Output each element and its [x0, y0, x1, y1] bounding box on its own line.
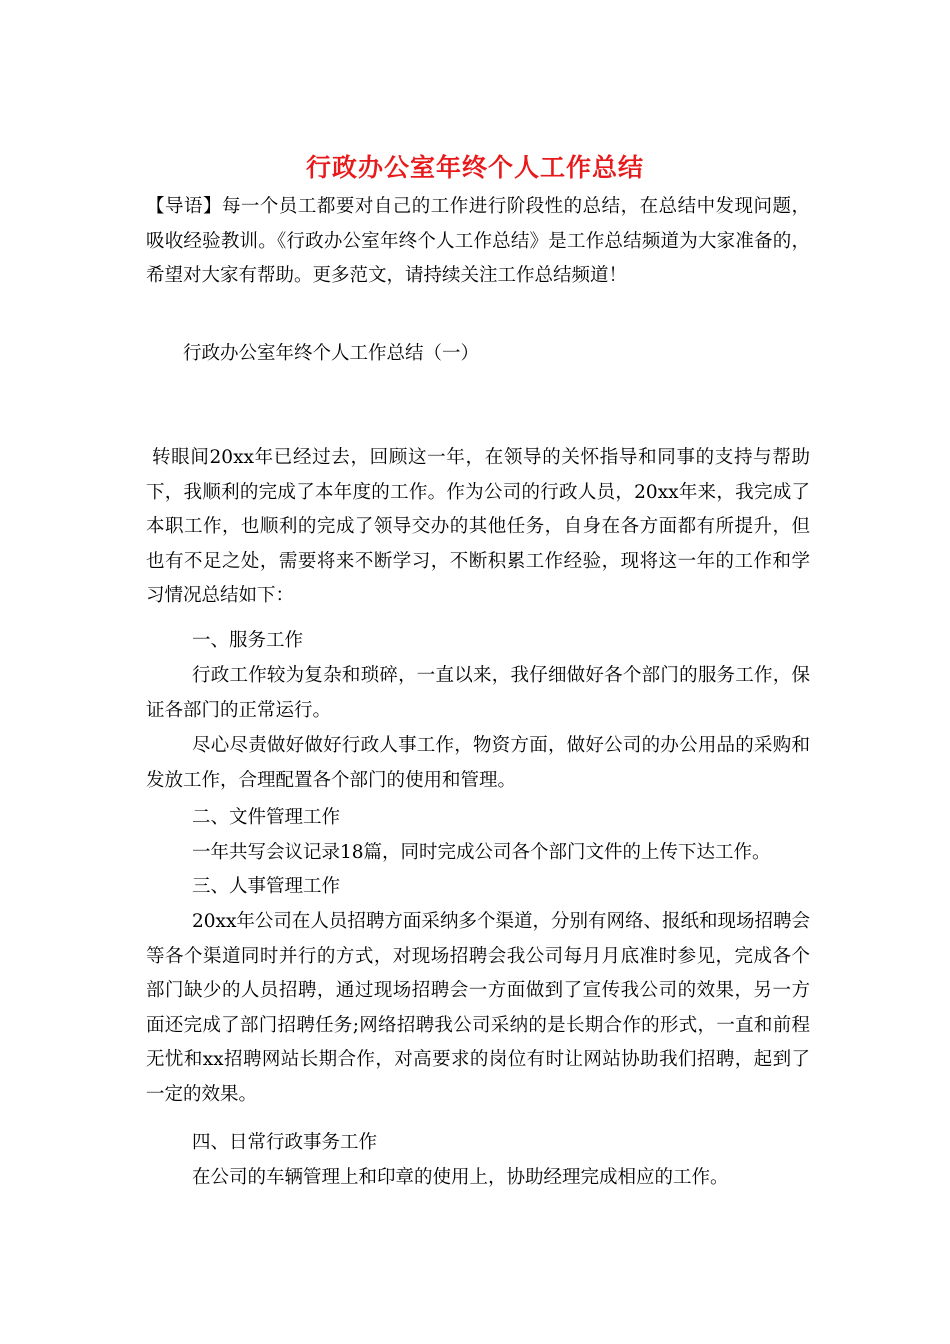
paragraph-service-2: 尽心尽责做好做好行政人事工作，物资方面，做好公司的办公用品的采购和发放工作，合理配置各个部门的使用和管理。 [146, 735, 810, 791]
paragraph-files-1: 一年共写会议记录18篇，同时完成公司各个部门文件的上传下达工作。 [192, 842, 771, 863]
paragraph-hr-1: 20xx年公司在人员招聘方面采纳多个渠道，分别有网络、报纸和现场招聘会等各个渠道同时并行的方式，对现场招聘会我公司每月月底准时参见，完成各个部门缺少的人员招聘，通过现场招聘会一方面做到了宣传我公司的效果，另一方面还完成了部门招聘任务;网络招聘我公司采纳的是长期合作的形式，一直和前程无忧和xx招聘网站长期合作，对高要求的岗位有时让网站协助我们招聘，起到了一定的效果。 [146, 911, 810, 1105]
section-subtitle: 行政办公室年终个人工作总结（一） [183, 343, 480, 364]
section-heading-files: 二、文件管理工作 [192, 807, 341, 828]
paragraph-admin-1: 在公司的车辆管理上和印章的使用上，协助经理完成相应的工作。 [192, 1167, 729, 1188]
section-heading-hr: 三、人事管理工作 [192, 876, 341, 897]
opening-paragraph: 转眼间20xx年已经过去，回顾这一年，在领导的关怀指导和同事的支持与帮助下，我顺利的完成了本年度的工作。作为公司的行政人员，20xx年来，我完成了本职工作，也顺利的完成了领导交办的其他任务，自身在各方面都有所提升，但也有不足之处，需要将来不断学习，不断积累工作经验，现将这一年的工作和学习情况总结如下： [146, 447, 810, 606]
paragraph-service-1: 行政工作较为复杂和琐碎，一直以来，我仔细做好各个部门的服务工作，保证各部门的正常运行。 [146, 665, 810, 721]
intro-paragraph: 【导语】每一个员工都要对自己的工作进行阶段性的总结，在总结中发现问题，吸收经验教训。《行政办公室年终个人工作总结》是工作总结频道为大家准备的，希望对大家有帮助。更多范文，请持续关注工作总结频道！ [146, 196, 810, 286]
section-heading-admin: 四、日常行政事务工作 [192, 1132, 378, 1153]
document-title: 行政办公室年终个人工作总结 [305, 153, 644, 182]
section-heading-service: 一、服务工作 [192, 630, 304, 651]
